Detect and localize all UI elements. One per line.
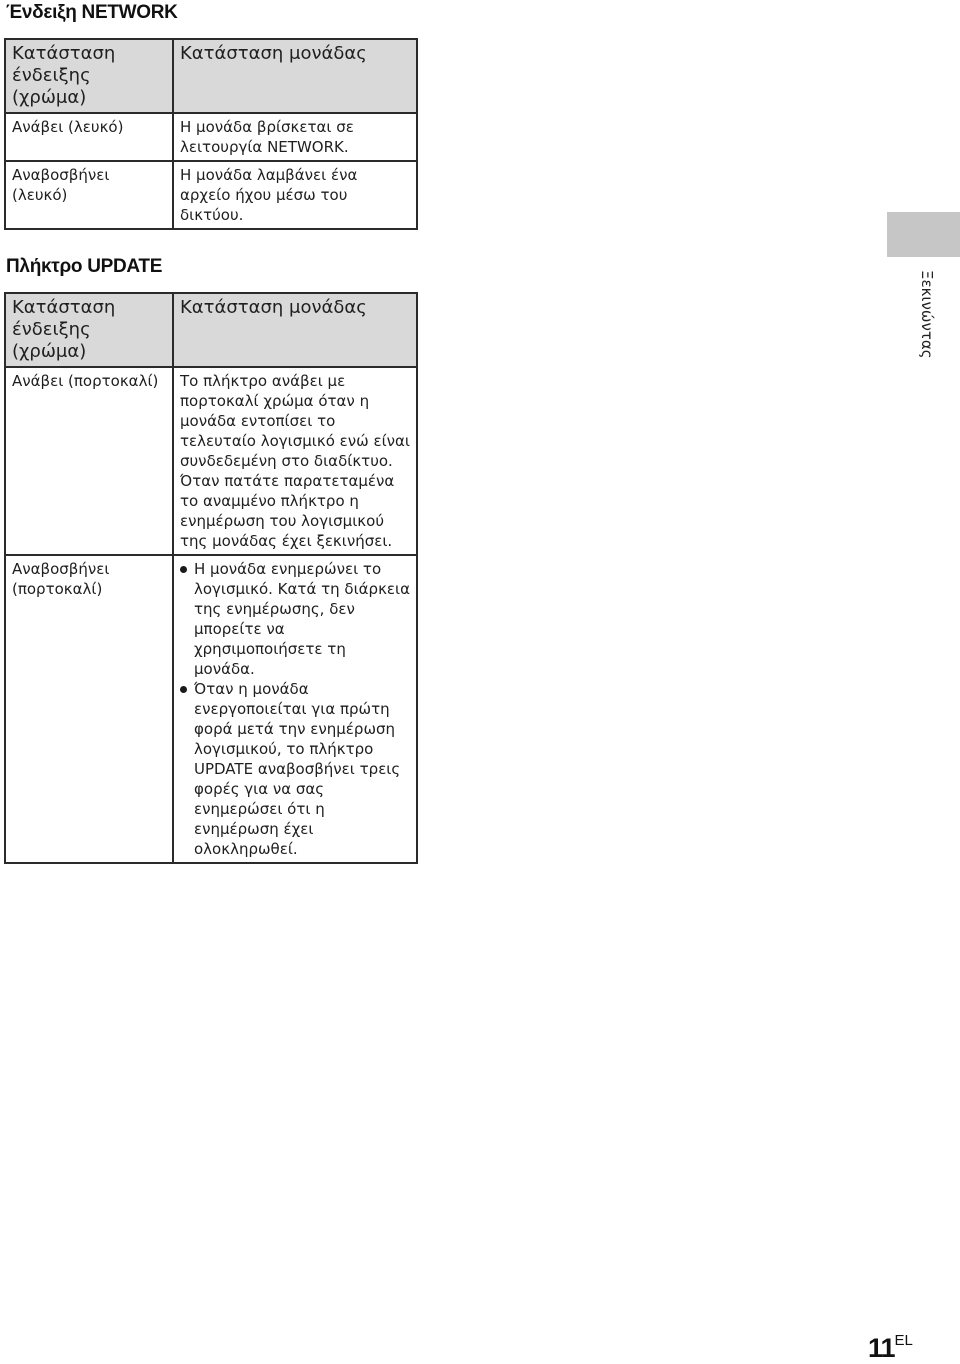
chapter-tab-marker bbox=[887, 212, 960, 257]
table-header-row bbox=[5, 293, 417, 367]
update-section-title: Πλήκτρο UPDATE bbox=[6, 256, 163, 277]
table-row bbox=[5, 555, 417, 863]
header-indicator-status: Κατάσταση ένδειξης (χρώμα) bbox=[5, 39, 173, 113]
bullet-icon bbox=[180, 686, 187, 693]
list-item bbox=[180, 559, 410, 679]
indicator-cell: Ανάβει (πορτοκαλί) bbox=[5, 367, 173, 555]
status-cell bbox=[173, 555, 417, 863]
indicator-cell: Αναβοσβήνει (πορτοκαλί) bbox=[5, 555, 173, 863]
indicator-cell: Ανάβει (λευκό) bbox=[5, 113, 173, 161]
status-cell: Η μονάδα λαμβάνει ένα αρχείο ήχου μέσω του δικτύου. bbox=[173, 161, 417, 229]
network-section-title: Ένδειξη NETWORK bbox=[6, 2, 178, 23]
header-unit-status: Κατάσταση μονάδας bbox=[173, 39, 417, 113]
page-number-value: 11 bbox=[868, 1333, 895, 1363]
indicator-cell: Αναβοσβήνει (λευκό) bbox=[5, 161, 173, 229]
table-header-row bbox=[5, 39, 417, 113]
bullet-text: Η μονάδα ενημερώνει το λογισμικό. Κατά τη διάρκεια της ενημέρωσης, δεν μπορείτε να χρησιμοποιήσετε τη μονάδα. bbox=[194, 560, 410, 678]
update-indicator-table bbox=[4, 292, 418, 864]
table-row bbox=[5, 161, 417, 229]
list-item bbox=[180, 679, 410, 859]
page-language-code: EL bbox=[894, 1332, 913, 1349]
status-cell: Το πλήκτρο ανάβει με πορτοκαλί χρώμα όταν η μονάδα εντοπίσει το τελευταίο λογισμικό ενώ είναι συνδεδεμένη στο διαδίκτυο. Όταν πατάτε παρατεταμένα το αναμμένο πλήκτρο η ενημέρωση του λογισμικού της μονάδας έχει ξεκινήσει. bbox=[173, 367, 417, 555]
bullet-icon bbox=[180, 566, 187, 573]
chapter-tab-label: Ξεκινώντας bbox=[918, 270, 936, 359]
status-bullet-list bbox=[180, 559, 410, 859]
bullet-text: Όταν η μονάδα ενεργοποιείται για πρώτη φορά μετά την ενημέρωση λογισμικού, το πλήκτρο UPDATE αναβοσβήνει τρεις φορές για να σας ενημερώσει ότι η ενημέρωση έχει ολοκληρωθεί. bbox=[194, 680, 401, 858]
status-cell: Η μονάδα βρίσκεται σε λειτουργία NETWORK. bbox=[173, 113, 417, 161]
network-indicator-table bbox=[4, 38, 418, 230]
header-unit-status: Κατάσταση μονάδας bbox=[173, 293, 417, 367]
header-indicator-status: Κατάσταση ένδειξης (χρώμα) bbox=[5, 293, 173, 367]
table-row bbox=[5, 113, 417, 161]
page-number bbox=[868, 1333, 913, 1364]
table-row bbox=[5, 367, 417, 555]
